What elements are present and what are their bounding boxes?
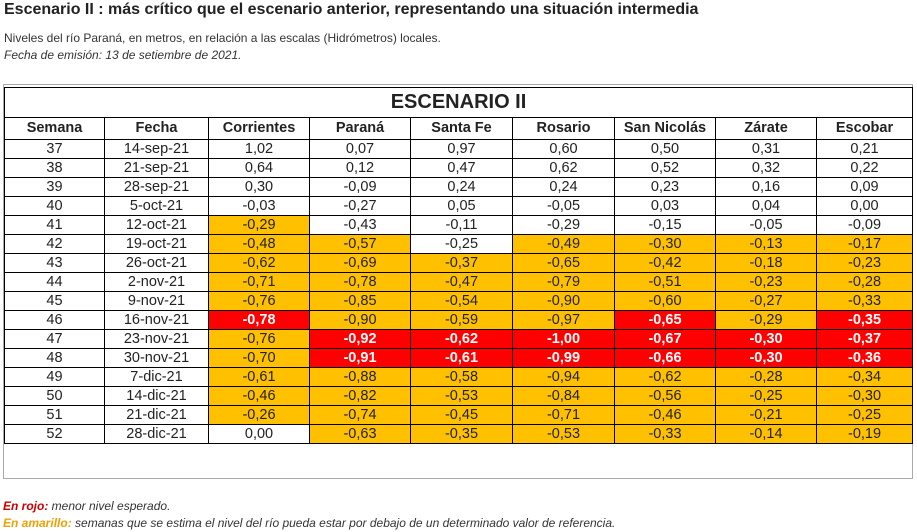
table-row: [5, 235, 913, 254]
legend-notes: [3, 498, 615, 532]
table-cell: -0,46: [615, 406, 716, 425]
table-cell: -0,53: [411, 387, 513, 406]
subtitle: Niveles del río Paraná, en metros, en relación a las escalas (Hidrómetros) locales.: [4, 31, 441, 45]
table-cell: 26-oct-21: [105, 254, 209, 273]
table-cell: 0,64: [209, 159, 310, 178]
table-cell: -0,28: [716, 368, 817, 387]
table-cell: -0,27: [716, 292, 817, 311]
table-cell: -0,43: [310, 216, 411, 235]
table-cell: -0,59: [411, 311, 513, 330]
table-cell: -0,90: [513, 292, 615, 311]
table-cell: -0,25: [716, 387, 817, 406]
table-cell: -0,90: [310, 311, 411, 330]
column-header: Rosario: [513, 118, 615, 140]
table-cell: -0,62: [209, 254, 310, 273]
table-cell: -0,88: [310, 368, 411, 387]
table-cell: -0,56: [615, 387, 716, 406]
table-cell: 0,62: [513, 159, 615, 178]
table-cell: -0,45: [411, 406, 513, 425]
table-cell: 1,02: [209, 140, 310, 159]
column-header: Escobar: [817, 118, 913, 140]
column-header: Santa Fe: [411, 118, 513, 140]
table-cell: 0,52: [615, 159, 716, 178]
table-cell: 5-oct-21: [105, 197, 209, 216]
table-cell: -0,65: [513, 254, 615, 273]
table-cell: 28-sep-21: [105, 178, 209, 197]
table-cell: 0,23: [615, 178, 716, 197]
table-cell: -0,05: [716, 216, 817, 235]
table-cell: -0,76: [209, 330, 310, 349]
table-row: [5, 311, 913, 330]
table-cell: 0,07: [310, 140, 411, 159]
table-cell: -0,18: [716, 254, 817, 273]
table-cell: -0,48: [209, 235, 310, 254]
column-header: Semana: [5, 118, 105, 140]
table-cell: 0,50: [615, 140, 716, 159]
table-cell: -0,62: [615, 368, 716, 387]
table-cell: -0,62: [411, 330, 513, 349]
table-cell: -0,76: [209, 292, 310, 311]
table-cell: 47: [5, 330, 105, 349]
table-cell: -0,97: [513, 311, 615, 330]
table-cell: 50: [5, 387, 105, 406]
table-cell: -0,58: [411, 368, 513, 387]
table-cell: 0,30: [209, 178, 310, 197]
table-row: [5, 292, 913, 311]
table-cell: 16-nov-21: [105, 311, 209, 330]
table-cell: -0,78: [209, 311, 310, 330]
red-note-label: En rojo:: [3, 499, 49, 513]
table-cell: 49: [5, 368, 105, 387]
table-cell: -0,30: [817, 387, 913, 406]
table-cell: -0,65: [615, 311, 716, 330]
table-cell: -0,78: [310, 273, 411, 292]
table-cell: -0,92: [310, 330, 411, 349]
table-cell: 30-nov-21: [105, 349, 209, 368]
yellow-note-text: semanas que se estima el nivel del río pueda estar por debajo de un determinado valor de referencia.: [71, 516, 616, 530]
yellow-note-label: En amarillo:: [3, 516, 72, 530]
table-cell: 9-nov-21: [105, 292, 209, 311]
table-cell: -0,37: [817, 330, 913, 349]
table-cell: -0,30: [716, 330, 817, 349]
table-cell: 0,47: [411, 159, 513, 178]
table-cell: -0,74: [310, 406, 411, 425]
table-cell: -0,30: [615, 235, 716, 254]
table-cell: -0,15: [615, 216, 716, 235]
table-cell: 43: [5, 254, 105, 273]
table-cell: 0,32: [716, 159, 817, 178]
table-cell: -0,49: [513, 235, 615, 254]
table-cell: 0,05: [411, 197, 513, 216]
yellow-note: [3, 515, 615, 532]
column-header: Corrientes: [209, 118, 310, 140]
table-cell: 41: [5, 216, 105, 235]
table-cell: -0,46: [209, 387, 310, 406]
table-cell: -0,26: [209, 406, 310, 425]
table-cell: -0,85: [310, 292, 411, 311]
table-cell: -0,33: [615, 425, 716, 444]
table-cell: -0,51: [615, 273, 716, 292]
table-cell: 0,31: [716, 140, 817, 159]
table-cell: -0,67: [615, 330, 716, 349]
table-cell: 0,00: [817, 197, 913, 216]
table-body: [5, 140, 913, 444]
table-cell: 23-nov-21: [105, 330, 209, 349]
table-cell: 21-dic-21: [105, 406, 209, 425]
table-cell: 0,09: [817, 178, 913, 197]
table-cell: -0,25: [817, 406, 913, 425]
table-cell: -0,94: [513, 368, 615, 387]
table-cell: -0,36: [817, 349, 913, 368]
table-cell: -0,63: [310, 425, 411, 444]
table-row: [5, 406, 913, 425]
table-cell: -0,23: [716, 273, 817, 292]
table-cell: -0,28: [817, 273, 913, 292]
table-cell: -0,13: [716, 235, 817, 254]
table-cell: 28-dic-21: [105, 425, 209, 444]
table-cell: 44: [5, 273, 105, 292]
red-note: [3, 498, 615, 515]
table-cell: -0,19: [817, 425, 913, 444]
table-cell: -0,09: [817, 216, 913, 235]
table-row: [5, 140, 913, 159]
table-cell: 2-nov-21: [105, 273, 209, 292]
table-row: [5, 368, 913, 387]
table-cell: 52: [5, 425, 105, 444]
table-cell: -0,61: [209, 368, 310, 387]
table-cell: 51: [5, 406, 105, 425]
table-cell: -0,29: [716, 311, 817, 330]
table-cell: -0,99: [513, 349, 615, 368]
table-cell: 38: [5, 159, 105, 178]
table-cell: 42: [5, 235, 105, 254]
table-cell: -0,54: [411, 292, 513, 311]
table-cell: 0,60: [513, 140, 615, 159]
table-row: [5, 254, 913, 273]
table-cell: 0,16: [716, 178, 817, 197]
table-cell: -0,09: [310, 178, 411, 197]
table-cell: -0,79: [513, 273, 615, 292]
table-row: [5, 159, 913, 178]
table-cell: -0,34: [817, 368, 913, 387]
table-cell: -0,23: [817, 254, 913, 273]
table-row: [5, 273, 913, 292]
table-cell: -0,91: [310, 349, 411, 368]
table-cell: -0,25: [411, 235, 513, 254]
table-cell: 40: [5, 197, 105, 216]
column-header: San Nicolás: [615, 118, 716, 140]
table-cell: -0,70: [209, 349, 310, 368]
table-row: [5, 330, 913, 349]
table-cell: 0,22: [817, 159, 913, 178]
table-cell: -0,42: [615, 254, 716, 273]
table-cell: 46: [5, 311, 105, 330]
table-title: ESCENARIO II: [5, 88, 913, 118]
table-cell: -0,30: [716, 349, 817, 368]
table-cell: 0,21: [817, 140, 913, 159]
table-cell: -0,53: [513, 425, 615, 444]
table-row: [5, 178, 913, 197]
table-cell: -0,29: [513, 216, 615, 235]
table-cell: -0,29: [209, 216, 310, 235]
table-cell: 12-oct-21: [105, 216, 209, 235]
table-cell: 19-oct-21: [105, 235, 209, 254]
issue-date: Fecha de emisión: 13 de setiembre de 2021.: [4, 48, 242, 62]
table-cell: -0,82: [310, 387, 411, 406]
table-cell: 39: [5, 178, 105, 197]
table-cell: -0,33: [817, 292, 913, 311]
table-cell: 14-dic-21: [105, 387, 209, 406]
table-cell: -0,11: [411, 216, 513, 235]
table-cell: 0,04: [716, 197, 817, 216]
table-cell: -0,61: [411, 349, 513, 368]
table-cell: -0,71: [513, 406, 615, 425]
table-cell: 37: [5, 140, 105, 159]
table-cell: -0,47: [411, 273, 513, 292]
table-cell: 0,24: [513, 178, 615, 197]
table-cell: -0,84: [513, 387, 615, 406]
table-cell: -0,35: [411, 425, 513, 444]
table-cell: -0,35: [817, 311, 913, 330]
table-cell: 21-sep-21: [105, 159, 209, 178]
table-cell: -0,57: [310, 235, 411, 254]
table-row: [5, 197, 913, 216]
table-cell: -0,27: [310, 197, 411, 216]
table-cell: 0,03: [615, 197, 716, 216]
table-cell: 0,24: [411, 178, 513, 197]
table-cell: -1,00: [513, 330, 615, 349]
scenario-table: [4, 87, 913, 444]
column-header: Paraná: [310, 118, 411, 140]
table-row: [5, 387, 913, 406]
table-row: [5, 425, 913, 444]
table-cell: -0,05: [513, 197, 615, 216]
table-cell: -0,03: [209, 197, 310, 216]
table-cell: 0,12: [310, 159, 411, 178]
table-cell: 7-dic-21: [105, 368, 209, 387]
column-header: Zárate: [716, 118, 817, 140]
page-title: Escenario II : más crítico que el escenario anterior, representando una situación intermedia: [4, 1, 699, 18]
table-row: [5, 349, 913, 368]
table-cell: 0,00: [209, 425, 310, 444]
table-cell: 0,97: [411, 140, 513, 159]
table-cell: -0,21: [716, 406, 817, 425]
table-cell: -0,14: [716, 425, 817, 444]
header-row: [5, 118, 913, 140]
table-cell: -0,69: [310, 254, 411, 273]
table-cell: 14-sep-21: [105, 140, 209, 159]
table-cell: -0,17: [817, 235, 913, 254]
table-row: [5, 216, 913, 235]
table-cell: 48: [5, 349, 105, 368]
table-cell: -0,60: [615, 292, 716, 311]
table-cell: -0,71: [209, 273, 310, 292]
table-cell: 45: [5, 292, 105, 311]
table-cell: -0,37: [411, 254, 513, 273]
table-cell: -0,66: [615, 349, 716, 368]
column-header: Fecha: [105, 118, 209, 140]
red-note-text: menor nivel esperado.: [48, 499, 171, 513]
